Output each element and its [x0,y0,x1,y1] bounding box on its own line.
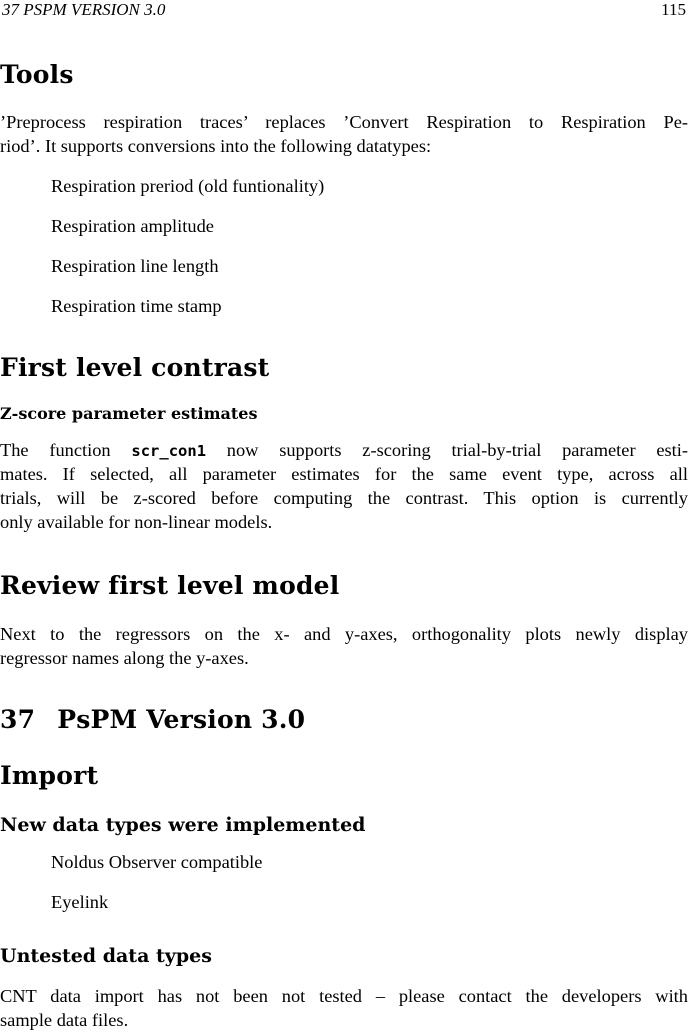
paragraph-line [0,438,688,462]
chapter-number: 37 [0,705,36,734]
list-item: Respiration line length [51,256,219,276]
text-run: now supports z-scoring trial-by-trial parameter esti- [206,440,688,460]
page-number: 115 [661,0,686,19]
running-head: 37 PSPM VERSION 3.0 [2,0,166,19]
section-heading-tools: Tools [0,60,74,89]
paragraph-line: Next to the regressors on the x- and y-axes, orthogonality plots newly display [0,624,688,644]
section-heading-review-first-level-model: Review first level model [0,571,340,600]
list-item: Respiration preriod (old funtionality) [51,176,325,196]
code-function-name: scr_con1 [131,442,207,460]
first-level-contrast-paragraph [0,438,688,534]
paragraph-heading-zscore: Z-score parameter estimates [0,404,258,423]
subsection-heading-new-data-types: New data types were implemented [0,814,366,836]
paragraph-line: regressor names along the y-axes. [0,648,249,668]
paragraph-line: only available for non-linear models. [0,512,273,532]
paragraph-line: ’Preprocess respiration traces’ replaces ’Convert Respiration to Respiration Pe- [0,112,688,132]
paragraph-line: sample data files. [0,1010,129,1030]
section-heading-first-level-contrast: First level contrast [0,353,270,382]
paragraph-line: mates. If selected, all parameter estimates for the same event type, across all [0,464,688,484]
text-run: The function [0,440,132,460]
paragraph-line: riod’. It supports conversions into the following datatypes: [0,136,432,156]
review-paragraph [0,622,688,670]
tools-paragraph [0,110,688,158]
subsection-heading-untested-data-types: Untested data types [0,945,212,967]
list-item: Respiration amplitude [51,216,214,236]
paragraph-line: trials, will be z-scored before computing the contrast. This option is currently [0,488,688,508]
list-item: Respiration time stamp [51,296,222,316]
chapter-heading [0,705,305,735]
chapter-title: PsPM Version 3.0 [57,705,306,734]
untested-paragraph [0,984,688,1032]
list-item: Noldus Observer compatible [51,852,263,872]
section-heading-import: Import [0,761,99,790]
list-item: Eyelink [51,892,109,912]
paragraph-line: CNT data import has not been not tested – please contact the developers with [0,986,688,1006]
